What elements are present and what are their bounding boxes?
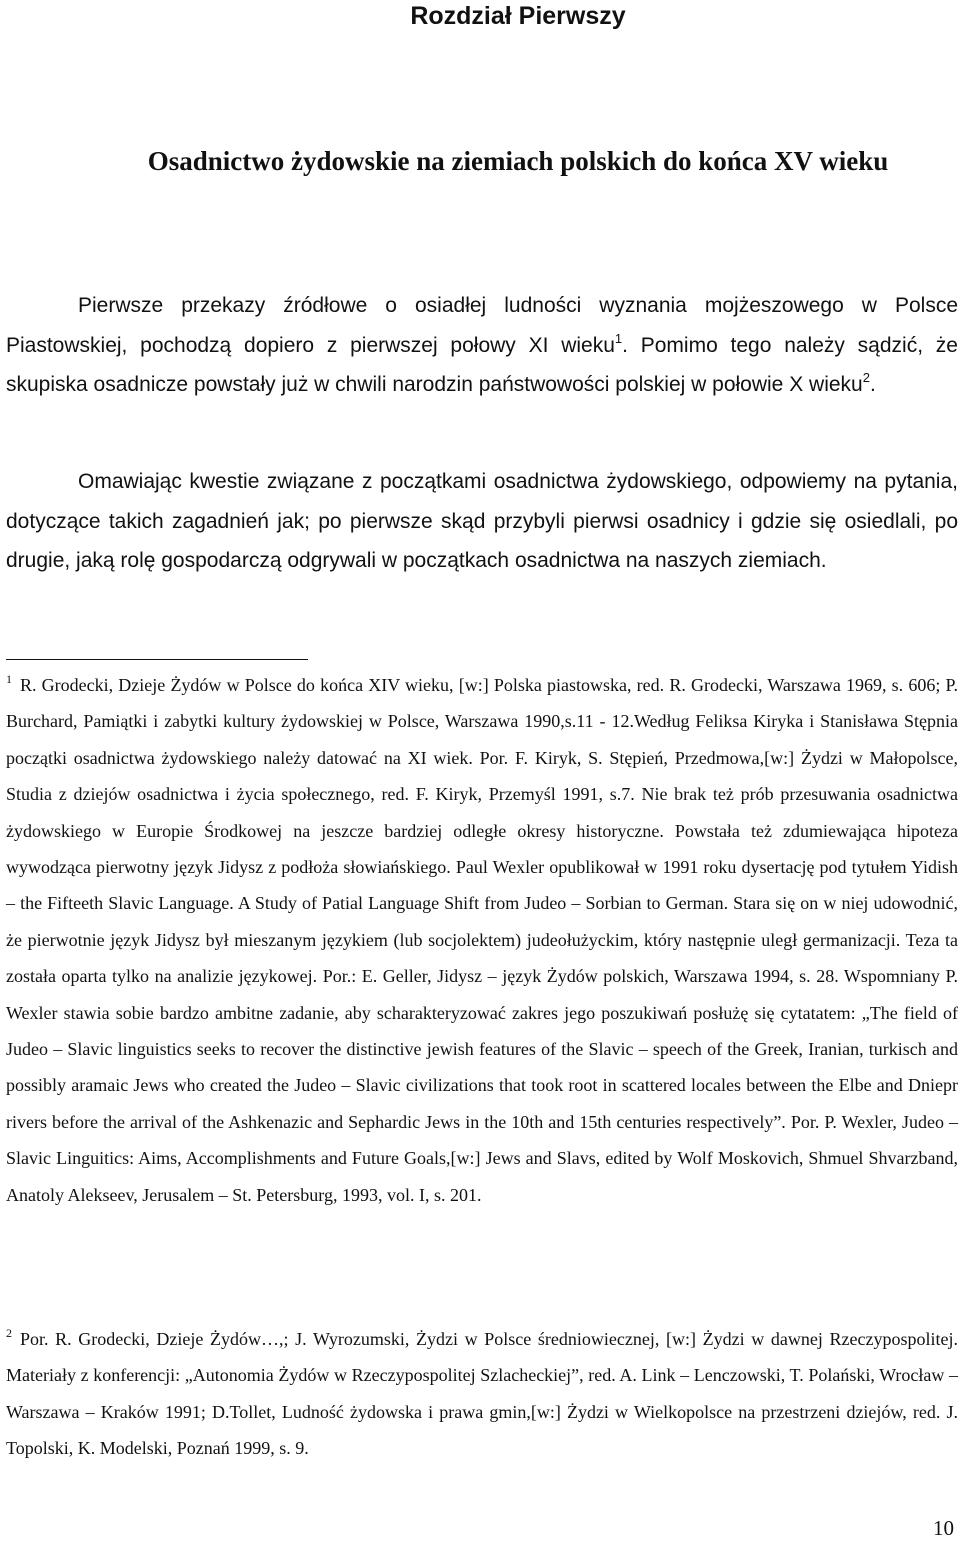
page-title: Osadnictwo żydowskie na ziemiach polskich do końca XV wieku (147, 146, 889, 176)
footnote-ref-2: 2 (862, 370, 870, 385)
footnote-separator (6, 659, 308, 660)
paragraph-2 (6, 462, 958, 581)
paragraph-1-text-b: . Pomimo tego należy sądzić, że skupiska osadnicze powstały już w chwili narodzin państwowości polskiej w połowie X wieku (6, 333, 958, 396)
paragraph-1 (6, 286, 958, 405)
footnote-1-text: R. Grodecki, Dzieje Żydów w Polsce do końca XIV wieku, [w:] Polska piastowska, red. R. Grodecki, Warszawa 1969, s. 606; P. Burchard, Pamiątki i zabytki kultury żydowskiej w Polsce, Warszawa 1990,s.11 - 12.Według Feliksa Kiryka i Stanisława Stępnia początki osadnictwa żydowskiego należy datować na XI wiek. Por. F. Kiryk, S. Stępień, Przedmowa,[w:] Żydzi w Małopolsce, Studia z dziejów osadnictwa i życia społecznego, red. F. Kiryk, Przemyśl 1991, s.7. Nie brak też prób przesuwania osadnictwa żydowskiego w Europie Środkowej na jeszcze bardziej odległe okresy historyczne. Powstała też zdumiewająca hipoteza wywodząca pierwotny język Jidysz z podłoża słowiańskiego. Paul Wexler opublikował w 1991 roku dysertację pod tytułem Yidish – the Fifteeth Slavic Language. A Study of Patial Language Shift from Judeo – Sorbian to German. Stara się on w niej udowodnić, że pierwotnie język Jidysz był mieszanym językiem (lub socjolektem) judeołużyckim, który następnie uległ germanizacji. Teza ta została oparta tylko na analizie językowej. Por.: E. Geller, Jidysz – język Żydów polskich, Warszawa 1994, s. 28. Wspomniany P. Wexler stawia sobie bardzo ambitne zadanie, aby scharakteryzować zakres jego poszukiwań posłużę się cytatatem: „The field of Judeo – Slavic linguistics seeks to recover the distinctive jewish features of the Slavic – speech of the Greek, Iranian, turkisch and possibly aramaic Jews who created the Judeo – Slavic civilizations that took root in scattered locales between the Elbe and Dniepr rivers before the arrival of the Ashkenazic and Sephardic Jews in the 10th and 15th centuries respectively”. Por. P. Wexler, Judeo – Slavic Linguitics: Aims, Accomplishments and Future Goals,[w:] Jews and Slavs, edited by Wolf Moskovich, Shmuel Shvarzband, Anatoly Alekseev, Jerusalem – St. Petersburg, 1993, vol. I, s. 201. (6, 675, 958, 1205)
paragraph-2-text: Omawiając kwestie związane z początkami osadnictwa żydowskiego, odpowiemy na pytania, dotyczące takich zagadnień jak; po pierwsze skąd przybyli pierwsi osadnicy i gdzie się osiedlali, po drugie, jaką rolę gospodarczą odgrywali w początkach osadnictwa na naszych ziemiach. (6, 470, 958, 572)
paragraph-1-text-c: . (869, 373, 876, 396)
footnote-2-number: 2 (6, 1326, 12, 1340)
footnote-1-number: 1 (6, 672, 12, 686)
page-number: 10 (933, 1516, 954, 1540)
footnote-2-text: Por. R. Grodecki, Dzieje Żydów…,; J. Wyrozumski, Żydzi w Polsce średniowiecznej, [w:] Żydzi w dawnej Rzeczypospolitej. Materiały z konferencji: „Autonomia Żydów w Rzeczypospolitej Szlacheckiej”, red. A. Link – Lenczowski, T. Polański, Wrocław – Warszawa – Kraków 1991; D.Tollet, Ludność żydowska i prawa gmin,[w:] Żydzi w Wielkopolsce na przestrzeni dziejów, red. J. Topolski, K. Modelski, Poznań 1999, s. 9. (6, 1329, 958, 1459)
footnote-1 (6, 667, 958, 1213)
chapter-heading: Rozdział Pierwszy (410, 2, 626, 30)
paragraph-1-text-a: Pierwsze przekazy źródłowe o osiadłej ludności wyznania mojżeszowego w Polsce Piastowskiej, pochodzą dopiero z pierwszej połowy XI wieku (6, 294, 958, 357)
footnote-ref-1: 1 (614, 330, 623, 346)
footnote-2 (6, 1321, 958, 1467)
